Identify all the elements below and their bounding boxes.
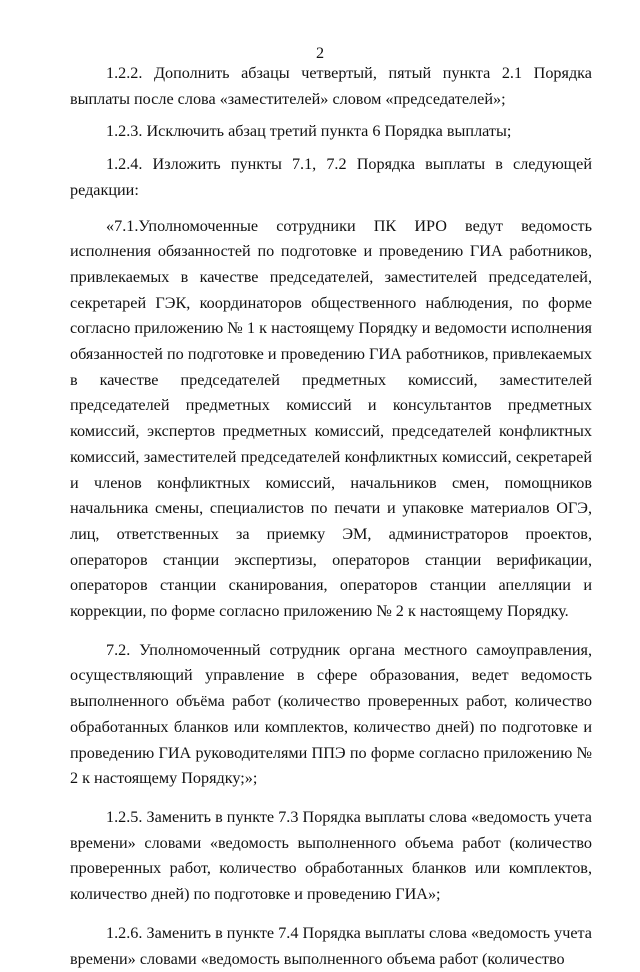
paragraph-7-2: 7.2. Уполномоченный сотрудник органа местного самоуправления, осуществляющий управление в сфере образования, ведет ведомость выполненного объёма работ (количество проверенных работ, количество обработанных бланков или комплектов, количество дней) по подготовке и проведению ГИА руководителями ППЭ по форме согласно приложению № 2 к настоящему Порядку;»; <box>70 640 592 788</box>
paragraph-1-2-3: 1.2.3. Исключить абзац третий пункта 6 Порядка выплаты; <box>106 122 512 141</box>
paragraph-7-1: «7.1.Уполномоченные сотрудники ПК ИРО ведут ведомость исполнения обязанностей по подготовке и проведению ГИА работников, привлекаемых в качестве председателей, заместителей председателей, секретарей ГЭК, координаторов общественного наблюдения, по форме согласно приложению № 1 к настоящему Порядку и ведомости исполнения обязанностей по подготовке и проведению ГИА работников, привлекаемых в качестве председателей предметных комиссий, заместителей председателей предметных комиссий и консультантов предметных комиссий, экспертов предметных комиссий, председателей конфликтных комиссий, заместителей председателей конфликтных комиссий, секретарей и членов конфликтных комиссий, начальников смен, помощников начальника смены, специалистов по печати и упаковке материалов ОГЭ, лиц, ответственных за приемку ЭМ, администраторов проектов, операторов станции экспертизы, операторов станции верификации, операторов станции сканирования, операторов станции апелляции и коррекции, по форме согласно приложению № 2 к настоящему Порядку. <box>70 216 592 621</box>
paragraph-1-2-6: 1.2.6. Заменить в пункте 7.4 Порядка выплаты слова «ведомость учета времени» словами «ведомость выполненного объема работ (количество <box>70 923 592 968</box>
paragraph-1-2-2: 1.2.2. Дополнить абзацы четвертый, пятый пункта 2.1 Порядка выплаты после слова «заместителей» словом «председателей»; <box>70 64 592 108</box>
page-number: 2 <box>315 44 325 62</box>
document-body <box>70 61 592 972</box>
paragraph-1-2-5: 1.2.5. Заменить в пункте 7.3 Порядка выплаты слова «ведомость учета времени» словами «ведомость выполненного объема работ (количество проверенных работ, количество обработанных бланков или комплектов, количество дней) по подготовке и проведению ГИА»; <box>70 807 592 904</box>
paragraph-1-2-4: 1.2.4. Изложить пункты 7.1, 7.2 Порядка выплаты в следующей редакции: <box>70 155 592 199</box>
